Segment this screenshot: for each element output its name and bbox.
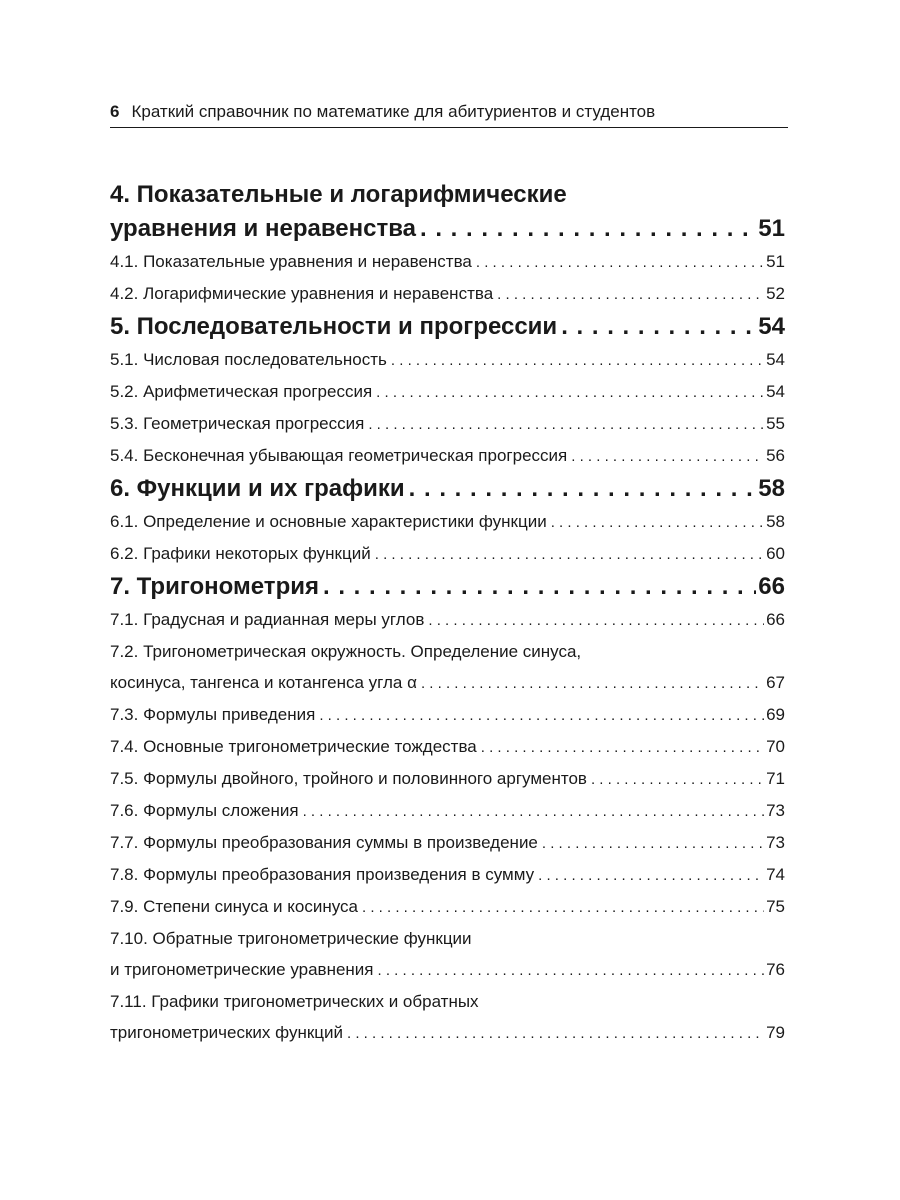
toc-section-5-2 [110, 376, 785, 408]
leader-dots [421, 668, 764, 699]
running-head [110, 101, 788, 128]
toc-section-7-9 [110, 891, 785, 923]
leader-dots [347, 1018, 764, 1049]
toc-chapter-title: 5. Последовательности и прогрессии [110, 313, 558, 340]
leader-dots [542, 828, 764, 859]
toc-section-title: 7.3. Формулы приведения [110, 705, 316, 724]
toc-page-number: 51 [766, 252, 785, 271]
toc-page-number: 69 [766, 705, 785, 724]
toc-section-title: 7.9. Степени синуса и косинуса [110, 897, 358, 916]
toc-page-number: 75 [766, 897, 785, 916]
toc-page-number: 52 [766, 284, 785, 303]
toc-section-title-line1: 7.10. Обратные тригонометрические функции [110, 929, 472, 948]
leader-dots [481, 732, 764, 763]
leader-dots [368, 409, 764, 440]
toc-page-number: 58 [758, 475, 785, 502]
toc-chapter-5 [110, 310, 785, 344]
toc-section-title: 6.1. Определение и основные характеристики функции [110, 512, 547, 531]
toc-section-7-8 [110, 859, 785, 891]
leader-dots [391, 345, 764, 376]
toc-section-4-1 [110, 246, 785, 278]
toc-page-number: 71 [766, 769, 785, 788]
toc-section-7-5 [110, 763, 785, 795]
toc-chapter-title: 7. Тригонометрия [110, 573, 319, 600]
toc-section-title: 7.6. Формулы сложения [110, 801, 299, 820]
toc-section-title: 7.4. Основные тригонометрические тождества [110, 737, 477, 756]
page-number: 6 [110, 102, 120, 121]
toc-section-title: 5.1. Числовая последовательность [110, 350, 387, 369]
toc-section-7-10 [110, 923, 785, 986]
toc-page-number: 54 [758, 313, 785, 340]
table-of-contents [110, 178, 785, 1049]
leader-dots [551, 507, 764, 538]
leader-dots [476, 247, 764, 278]
toc-section-4-2 [110, 278, 785, 310]
toc-section-title: 7.7. Формулы преобразования суммы в произведение [110, 833, 538, 852]
toc-section-6-2 [110, 538, 785, 570]
leader-dots [420, 212, 756, 246]
leader-dots [497, 279, 764, 310]
toc-section-title: 5.4. Бесконечная убывающая геометрическая прогрессия [110, 446, 568, 465]
toc-section-7-3 [110, 699, 785, 731]
toc-section-title-line2: косинуса, тангенса и котангенса угла α [110, 673, 417, 692]
leader-dots [428, 605, 764, 636]
toc-chapter-title-line2: уравнения и неравенства [110, 215, 416, 242]
toc-section-title: 5.2. Арифметическая прогрессия [110, 382, 373, 401]
toc-page-number: 55 [766, 414, 785, 433]
toc-page-number: 73 [766, 801, 785, 820]
toc-section-title: 7.5. Формулы двойного, тройного и половинного аргументов [110, 769, 587, 788]
toc-section-title: 7.8. Формулы преобразования произведения в сумму [110, 865, 535, 884]
toc-section-title: 4.1. Показательные уравнения и неравенства [110, 252, 472, 271]
leader-dots [375, 539, 764, 570]
toc-section-title-line2: и тригонометрические уравнения [110, 960, 374, 979]
toc-page-number: 70 [766, 737, 785, 756]
toc-page-number: 66 [758, 573, 785, 600]
toc-section-5-4 [110, 440, 785, 472]
toc-chapter-4 [110, 178, 785, 246]
toc-page-number: 54 [766, 382, 785, 401]
toc-chapter-6 [110, 472, 785, 506]
toc-section-title-line1: 7.2. Тригонометрическая окружность. Определение синуса, [110, 642, 582, 661]
toc-page-number: 79 [766, 1023, 785, 1042]
toc-chapter-title: 6. Функции и их графики [110, 475, 405, 502]
book-title: Краткий справочник по математике для абитуриентов и студентов [131, 102, 656, 121]
leader-dots [571, 441, 764, 472]
toc-section-title: 4.2. Логарифмические уравнения и неравенства [110, 284, 494, 303]
toc-section-7-2 [110, 636, 785, 699]
toc-section-5-1 [110, 344, 785, 376]
toc-section-7-4 [110, 731, 785, 763]
leader-dots [323, 570, 756, 604]
toc-page-number: 58 [766, 512, 785, 531]
toc-section-title-line2: тригонометрических функций [110, 1023, 343, 1042]
leader-dots [538, 860, 764, 891]
toc-section-5-3 [110, 408, 785, 440]
leader-dots [362, 892, 764, 923]
toc-section-title: 5.3. Геометрическая прогрессия [110, 414, 365, 433]
toc-chapter-7 [110, 570, 785, 604]
toc-section-7-6 [110, 795, 785, 827]
toc-page-number: 66 [766, 610, 785, 629]
leader-dots [319, 700, 764, 731]
toc-section-title: 6.2. Графики некоторых функций [110, 544, 371, 563]
toc-section-title-line1: 7.11. Графики тригонометрических и обратных [110, 992, 479, 1011]
toc-page-number: 76 [766, 960, 785, 979]
leader-dots [409, 472, 757, 506]
leader-dots [591, 764, 764, 795]
toc-section-title: 7.1. Градусная и радианная меры углов [110, 610, 425, 629]
toc-page-number: 67 [766, 673, 785, 692]
toc-section-7-1 [110, 604, 785, 636]
toc-section-7-7 [110, 827, 785, 859]
toc-page-number: 74 [766, 865, 785, 884]
toc-chapter-title-line1: 4. Показательные и логарифмические [110, 181, 567, 208]
toc-page-number: 54 [766, 350, 785, 369]
toc-page-number: 60 [766, 544, 785, 563]
toc-page-number: 73 [766, 833, 785, 852]
leader-dots [561, 310, 756, 344]
leader-dots [376, 377, 764, 408]
leader-dots [303, 796, 765, 827]
toc-section-6-1 [110, 506, 785, 538]
toc-section-7-11 [110, 986, 785, 1049]
toc-page-number: 56 [766, 446, 785, 465]
toc-page-number: 51 [758, 215, 785, 242]
leader-dots [378, 955, 765, 986]
